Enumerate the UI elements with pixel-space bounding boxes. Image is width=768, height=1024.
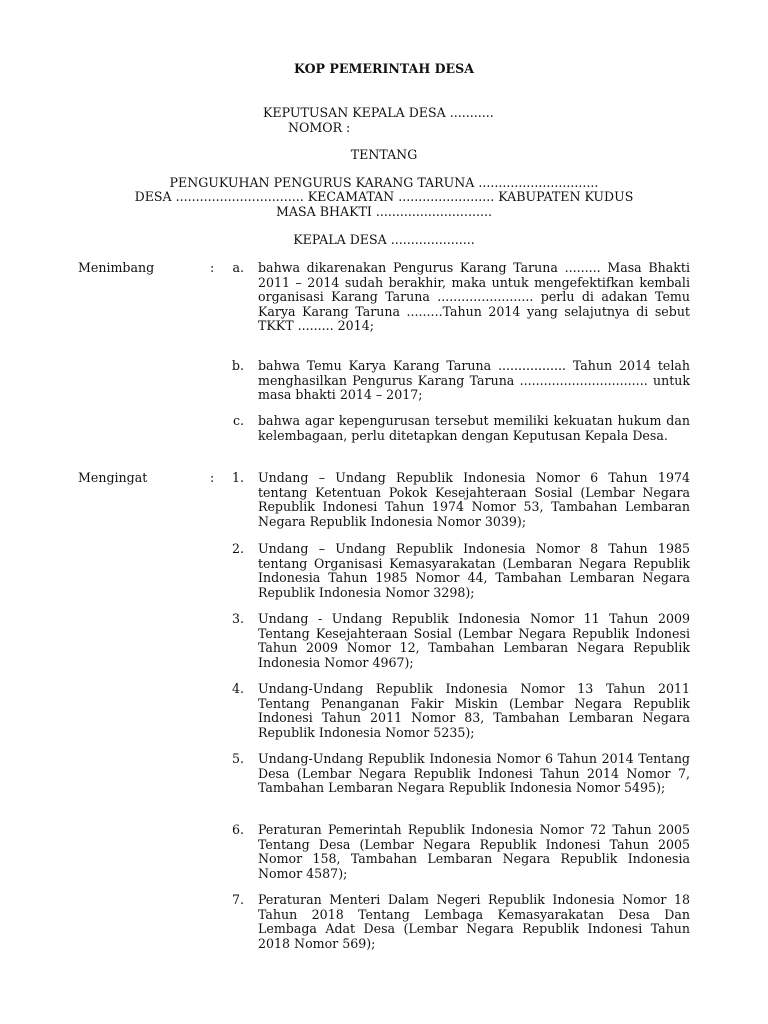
list-item-marker: 5. bbox=[231, 751, 244, 766]
list-item-marker: a. bbox=[232, 260, 244, 275]
list-item-text: bahwa agar kepengurusan tersebut memiliki kekuatan hukum dan kelembagaan, perlu ditetapkan dengan Keputusan Kepala Desa. bbox=[258, 413, 690, 443]
list-item-text: Undang – Undang Republik Indonesia Nomor 6 Tahun 1974 tentang Ketentuan Pokok Kesejahteraan Sosial (Lembar Negara Republik Indonesi Tahun 1974 Nomor 53, Tambahan Lembaran Negara Republik Indonesia Nomor 3039); bbox=[258, 470, 690, 529]
list-item-text: Peraturan Pemerintah Republik Indonesia Nomor 72 Tahun 2005 Tentang Desa (Lembar Negara Republik Indonesi Tahun 2005 Nomor 158, Tambahan Lembaran Negara Republik Indonesia Nomor 4587); bbox=[258, 822, 690, 881]
issuer-heading: KEPALA DESA ..................... bbox=[293, 232, 475, 247]
list-item-text: Undang - Undang Republik Indonesia Nomor 11 Tahun 2009 Tentang Kesejahteraan Sosial (Lembar Negara Republik Indonesi Tahun 2009 Nomor 12, Tambahan Lembaran Negara Republik Indonesia Nomor 4967); bbox=[258, 611, 690, 670]
list-item-text: bahwa dikarenakan Pengurus Karang Taruna ......... Masa Bhakti 2011 – 2014 sudah berakhir, maka untuk mengefektifkan kembali organisasi Karang Taruna ........................ perlu di adakan Temu Karya Karang Taruna .........Tahun 2014 yang selajutnya di sebut TKKT ......... 2014; bbox=[258, 260, 690, 334]
list-item-text: Undang-Undang Republik Indonesia Nomor 6 Tahun 2014 Tentang Desa (Lembar Negara Republik Indonesi Tahun 2014 Nomor 7, Tambahan Lembaran Negara Republik Indonesia Nomor 5495); bbox=[258, 751, 690, 796]
list-item-marker: b. bbox=[231, 358, 244, 373]
list-item-text: Undang – Undang Republik Indonesia Nomor 8 Tahun 1985 tentang Organisasi Kemasyarakatan (Lembaran Negara Republik Indonesia Tahun 1985 Nomor 44, Tambahan Lembaran Negara Republik Indonesia Nomor 3298); bbox=[258, 541, 690, 600]
menimbang-label: Menimbang bbox=[78, 260, 155, 275]
list-item-marker: 7. bbox=[231, 892, 244, 907]
tentang-heading: TENTANG bbox=[350, 147, 418, 162]
mengingat-colon: : bbox=[210, 470, 215, 485]
list-item-text: Undang-Undang Republik Indonesia Nomor 13 Tahun 2011 Tentang Penanganan Fakir Miskin (Lembar Negara Republik Indonesi Tahun 2011 Nomor 83, Tambahan Lembaran Negara Republik Indonesia Nomor 5235); bbox=[258, 681, 690, 740]
list-item-marker: 3. bbox=[231, 611, 244, 626]
list-item-marker: 6. bbox=[231, 822, 244, 837]
list-item-marker: c. bbox=[232, 413, 244, 428]
list-item-text: Peraturan Menteri Dalam Negeri Republik Indonesia Nomor 18 Tahun 2018 Tentang Lembaga Kemasyarakatan Desa Dan Lembaga Adat Desa (Lembar Negara Republik Indonesi Tahun 2018 Nomor 569); bbox=[258, 892, 690, 951]
list-item-marker: 4. bbox=[231, 681, 244, 696]
decree-title: KEPUTUSAN KEPALA DESA ........... bbox=[263, 105, 494, 120]
list-item-marker: 2. bbox=[231, 541, 244, 556]
mengingat-label: Mengingat bbox=[78, 470, 148, 485]
list-item-text: bahwa Temu Karya Karang Taruna ................. Tahun 2014 telah menghasilkan Pengurus Karang Taruna ................................ untuk masa bhakti 2014 – 2017; bbox=[258, 358, 690, 403]
subject-line-3: MASA BHAKTI ............................. bbox=[276, 204, 492, 219]
decree-number: NOMOR : bbox=[288, 120, 351, 135]
list-item-marker: 1. bbox=[231, 470, 244, 485]
subject-line-1: PENGUKUHAN PENGURUS KARANG TARUNA .............................. bbox=[169, 175, 599, 190]
subject-line-2: DESA ................................ KECAMATAN ........................ KABUPATEN KUDUS bbox=[134, 189, 634, 204]
menimbang-colon: : bbox=[210, 260, 215, 275]
kop-title: KOP PEMERINTAH DESA bbox=[293, 61, 475, 76]
